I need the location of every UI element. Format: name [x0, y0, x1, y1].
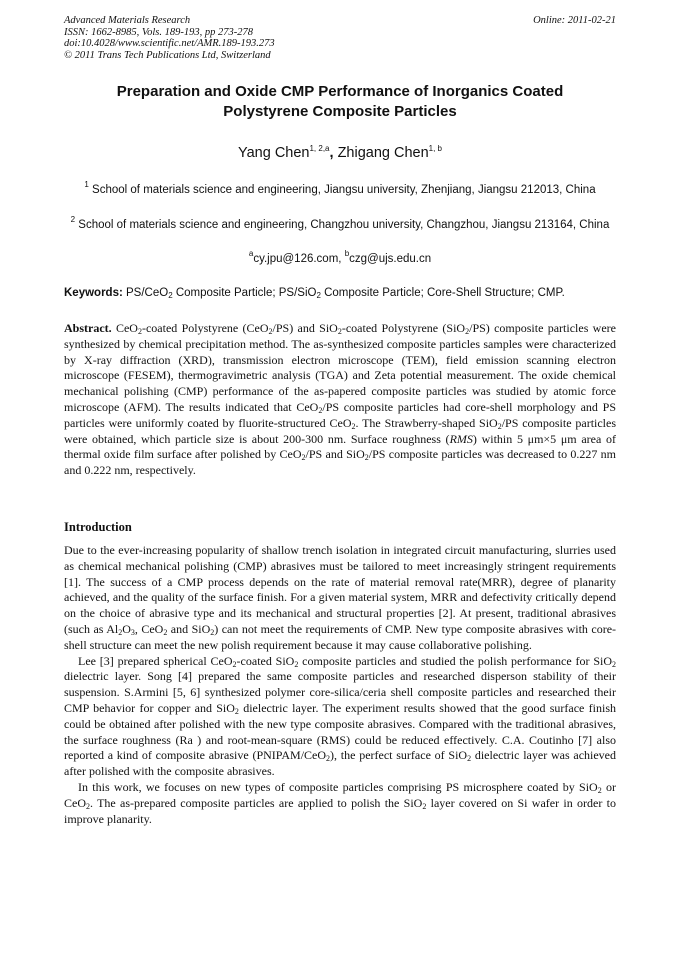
subscript: 2: [210, 627, 215, 637]
keywords-text: Composite Particle; Core-Shell Structure; CMP.: [320, 287, 565, 299]
paper-title: [64, 82, 616, 122]
email-b: czg@ujs.edu.cn: [349, 253, 432, 265]
subscript: 2: [234, 706, 239, 716]
subscript: 2: [294, 659, 299, 669]
paragraph-text: . The as-prepared composite particles are applied to polish the SiO: [90, 795, 423, 810]
keywords-text: Composite Particle; PS/SiO: [172, 287, 317, 299]
affiliation-2-text: School of materials science and engineering, Changzhou university, Changzhou, Jiangsu 213164, China: [78, 219, 610, 231]
subscript: 2: [137, 327, 142, 336]
abstract-text: . The Strawberry-shaped SiO: [355, 415, 498, 430]
paragraph-text: composite particles and studied the polish performance for SiO: [298, 653, 612, 668]
author-2-affil-sup: 1, b: [428, 144, 442, 153]
abstract-text: /PS composite particles was decreased to 0.227 nm and 0.222 nm, respectively.: [64, 447, 617, 478]
keywords: [64, 287, 616, 299]
keywords-text: PS/CeO: [122, 287, 169, 299]
subscript: 2: [351, 421, 356, 431]
subscript: 2: [467, 754, 472, 764]
intro-paragraph-2: [64, 654, 616, 780]
abstract: [64, 321, 616, 479]
paragraph-text: Due to the ever-increasing popularity of shallow trench isolation in integrated circuit manufacturing, slurries used as chemical mechanical polishing (CMP) abrasives must be tailored to meet increasingly stringent requirements [1]. The success of a CMP process depends on the rate of material removal rate(MRR), degree of planarity achieved, and the quality of the surface finish. For a given material system, MRR and defectivity critically depend on the choice of abrasive type and its mechanical and structural properties [2]. At present, traditional abrasives (such as Al: [64, 543, 616, 636]
paragraph-text: , CeO: [134, 621, 164, 636]
subscript: 2: [612, 659, 616, 669]
paragraph-text: -coated SiO: [236, 653, 295, 668]
affiliation-1-text: School of materials science and engineering, Jiangsu university, Zhenjiang, Jiangsu 212013, China: [92, 184, 596, 196]
subscript: 2: [326, 754, 331, 764]
abstract-text: /PS) composite particles were synthesized by chemical precipitation method. The as-synthesized composite particles samples were characterized by X-ray diffraction (XRD), transmission electron microscope (TEM), field emission scanning electron microscope (FESEM), thermogravimetric analysis (TGA) and Zeta potential measurement. The oxide chemical mechanical polishing (CMP) performance of the as-papered composite particles was studied by atomic force microscope (AFM). The results indicated that CeO: [64, 321, 616, 414]
author-1-affil-sup: 1, 2,a: [309, 144, 330, 153]
section-title-introduction: Introduction: [64, 520, 132, 534]
title-line-2: Polystyrene Composite Particles: [223, 103, 457, 120]
journal-name: Advanced Materials Research: [64, 15, 191, 26]
online-date: Online: 2011-02-21: [533, 15, 616, 26]
subscript: 2: [86, 801, 90, 811]
email-a: cy.jpu@126.com,: [253, 253, 345, 265]
subscript: 2: [497, 421, 502, 431]
affiliation-1: [64, 177, 616, 198]
abstract-text: /PS) and SiO: [272, 321, 338, 335]
email-line: [64, 249, 616, 265]
keywords-label: Keywords:: [64, 287, 123, 299]
paragraph-text: and SiO: [167, 621, 211, 636]
subscript: 2: [168, 291, 173, 300]
paragraph-text: ), the perfect surface of SiO: [330, 748, 468, 763]
paragraph-text: O: [122, 621, 131, 636]
abstract-text: /PS and SiO: [305, 447, 365, 462]
paragraph-text: Lee [3] prepared spherical CeO: [78, 653, 233, 668]
abstract-rms-italic: RMS: [449, 431, 473, 446]
paragraph-text: dielectric layer was achieved after polished with the composite abrasives.: [64, 748, 617, 779]
abstract-text: /PS composite particles had core-shell morphology and PS particles were uniformly coated by fluorite-structured CeO: [64, 399, 616, 430]
subscript: 2: [597, 785, 602, 795]
paragraph-text: In this work, we focuses on new types of composite particles comprising PS microsphere coated by SiO: [78, 779, 598, 794]
abstract-text: ) within 5 μm×5 μm area of thermal oxide film surface after polished by CeO: [64, 431, 617, 462]
paragraph-text: dielectric layer. The experiment results showed that the good surface finish could be obtained after polished with the new type composite abrasives. Compared with the traditional abrasives, the surface roughness (Ra ) and root-mean-square (RMS) could be reduced effectively. C.A. Coutinho [7] also reported a kind of composite abrasive (PNIPAM/CeO: [64, 700, 616, 763]
subscript: 2: [232, 659, 237, 669]
paragraph-text: ) can not meet the requirements of CMP. New type composite abrasives with core-shell structure can meet the new polish requirement because it may cause collaborative polishing.: [64, 621, 617, 652]
paragraph-text: dielectric layer. Song [4] prepared the same composite particles and researched disperson stability of their suspension. S.Armini [5, 6] synthesized polymer core-silica/ceria shell composite particles and researched their CMP behavior for copper and SiO: [64, 669, 616, 715]
subscript: 2: [364, 453, 369, 463]
subscript: 2: [422, 801, 427, 811]
subscript: 2: [318, 405, 323, 415]
author-separator: ,: [329, 145, 338, 161]
email-a-sup: a: [248, 249, 254, 258]
abstract-text: -coated Polystyrene (SiO: [341, 321, 466, 335]
introduction-body: [64, 543, 616, 827]
subscript: 2: [337, 327, 342, 336]
affiliation-2-sup: 2: [70, 215, 76, 224]
copyright-line: © 2011 Trans Tech Publications Ltd, Switzerland: [64, 49, 271, 61]
abstract-text: /PS composite particles were obtained, which particle size is about 200-300 nm. Surface roughness (: [64, 415, 617, 446]
abstract-text: -coated Polystyrene (CeO: [141, 321, 269, 335]
subscript: 2: [268, 327, 273, 336]
intro-paragraph-1: [64, 543, 616, 654]
title-line-1: Preparation and Oxide CMP Performance of Inorganics Coated: [116, 83, 564, 100]
paragraph-text: or CeO: [64, 779, 616, 810]
paragraph-text: layer covered on Si wafer in order to improve planarity.: [64, 795, 616, 826]
subscript: 2: [118, 627, 123, 637]
issn-line: ISSN: 1662-8985, Vols. 189-193, pp 273-278: [64, 26, 253, 38]
subscript: 2: [163, 627, 168, 637]
author-list: [64, 144, 616, 161]
author-1-name: Yang Chen: [238, 145, 310, 161]
subscript: 2: [301, 453, 306, 463]
abstract-label: Abstract.: [64, 321, 112, 335]
author-2-name: Zhigang Chen: [337, 145, 429, 161]
affiliation-1-sup: 1: [84, 180, 89, 189]
subscript: 2: [465, 327, 470, 336]
abstract-text: CeO: [111, 321, 138, 335]
doi-line: doi:10.4028/www.scientific.net/AMR.189-193.273: [64, 38, 275, 49]
affiliation-2: [64, 212, 616, 233]
page-header: [64, 15, 616, 61]
intro-paragraph-3: [64, 780, 616, 827]
email-b-sup: b: [344, 249, 350, 258]
subscript: 2: [316, 291, 321, 300]
subscript: 3: [130, 627, 135, 637]
